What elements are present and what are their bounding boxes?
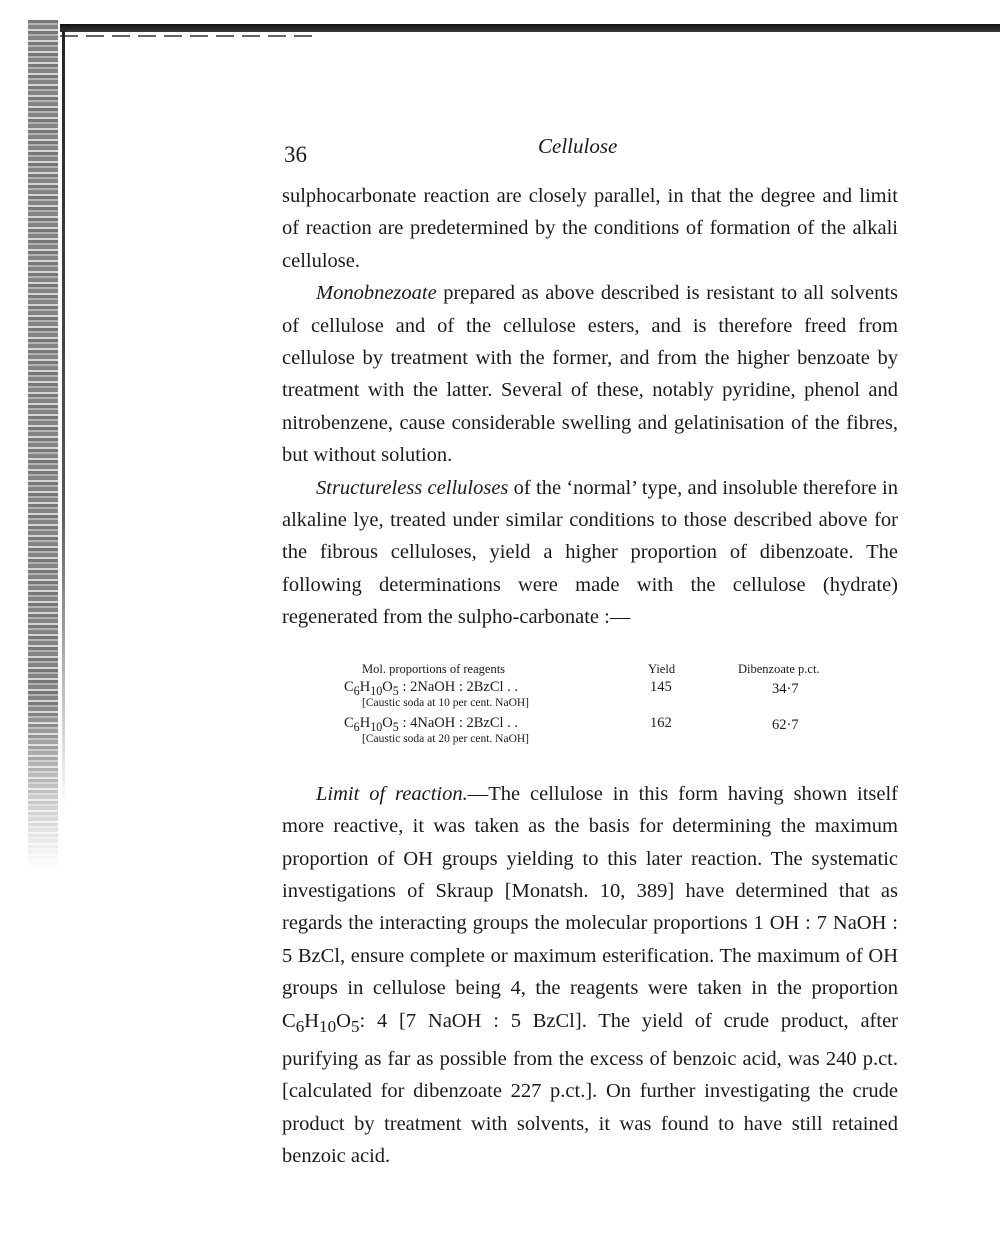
reagents-table — [282, 662, 898, 750]
yield-cell: 162 — [650, 714, 672, 731]
scan-binding-edge — [28, 20, 58, 870]
paragraph-lead-italic: Monobnezoate — [316, 282, 437, 305]
column-header-reagents: Mol. proportions of reagents — [362, 661, 506, 676]
table-row — [282, 678, 898, 714]
book-page — [282, 130, 898, 1173]
dibenzoate-cell: 34·7 — [772, 680, 799, 697]
table-header-row — [282, 662, 898, 678]
scan-top-edge — [60, 24, 1000, 32]
paragraph-body: of the ‘normal’ type, and insoluble therefore in alkaline lye, treated under similar conditions to those described above for the fibrous celluloses, yield a higher proportion of dibenzoate. The following determinations were made with the cellulose (hydrate) regenerated from the sulpho-carbonate :— — [282, 476, 899, 629]
paragraph-continuation: sulphocarbonate reaction are closely parallel, in that the degree and limit of reaction are predetermined by the conditions of formation of the alkali cellulose. — [282, 185, 898, 272]
paragraph-lead-italic: Limit of reaction. — [316, 782, 468, 805]
scan-page-fold — [62, 30, 65, 810]
formula-cell: $C_6H_{10}O_5$ : 4NaOH : 2BzCl . . — [344, 714, 519, 734]
paragraph-structureless — [282, 472, 898, 634]
running-title: Cellulose — [538, 134, 618, 158]
formula-cell: $C_6H_{10}O_5$ : 2NaOH : 2BzCl . . — [344, 678, 519, 698]
paragraph-lead-italic: Structureless celluloses — [316, 476, 509, 499]
formula-note: [Caustic soda at 10 per cent. NaOH] — [362, 696, 530, 709]
yield-cell: 145 — [650, 678, 672, 695]
table-row — [282, 714, 898, 750]
page-header — [282, 130, 898, 180]
paragraph-body: —The cellulose in this form having shown itself more reactive, it was taken as the basis for determining the maximum proportion of OH groups yielding to this later reaction. The systematic investigations of Skraup [Monatsh. 10, 389] have determined that as regards the interacting groups the molecular proportions 1 OH : 7 NaOH : 5 BzCl, ensure complete or maximum esterification. The maximum of OH groups in cellulose being 4, the reagents were taken in the proportion C — [282, 782, 899, 1032]
formula-note: [Caustic soda at 20 per cent. NaOH] — [362, 732, 530, 745]
scan-top-edge-shadow — [60, 35, 320, 37]
paragraph-body: prepared as above described is resistant to all solvents of cellulose and of the cellulose esters, and is therefore freed from cellulose by treatment with the former, and from the higher benzoate by treatment with the latter. Several of these, notably pyridine, phenol and nitrobenzene, cause considerable swelling and gelatinisation of the fibres, but without solution. — [282, 282, 898, 467]
page-number: 36 — [284, 142, 307, 167]
paragraph-body: : 4 [7 NaOH : 5 BzCl]. The yield of crude product, after purifying as far as possible from the excess of benzoic acid, was 240 p.ct. [calculated for dibenzoate 227 p.ct.]. On further investigating the crude product by treatment with solvents, it was found to have still retained benzoic acid. — [282, 1009, 898, 1168]
paragraph-monobenzoate — [282, 277, 898, 471]
paragraph-limit-of-reaction: Limit of reaction.—The cellulose in this form having shown itself more reactive, it was taken as the basis for determining the maximum proportion of OH groups yielding to this later reaction. The systematic investigations of Skraup [Monatsh. 10, 389] have determined that as regards the interacting groups the molecular proportions 1 OH : 7 NaOH : 5 BzCl, ensure complete or maximum esterification. The maximum of OH groups in cellulose being 4, the reagents were taken in the proportion $C_6H_{10}O_5$: 4 [7 NaOH : 5 BzCl]. The yield of crude product, after purifying as far as possible from the excess of benzoic acid, was 240 p.ct. [calculated for dibenzoate 227 p.ct.]. On further investigating the crude product by treatment with solvents, it was found to have still retained benzoic acid. — [282, 782, 899, 1168]
column-header-yield: Yield — [648, 661, 676, 676]
dibenzoate-cell: 62·7 — [772, 716, 799, 733]
column-header-dibenzoate: Dibenzoate p.ct. — [738, 661, 820, 676]
